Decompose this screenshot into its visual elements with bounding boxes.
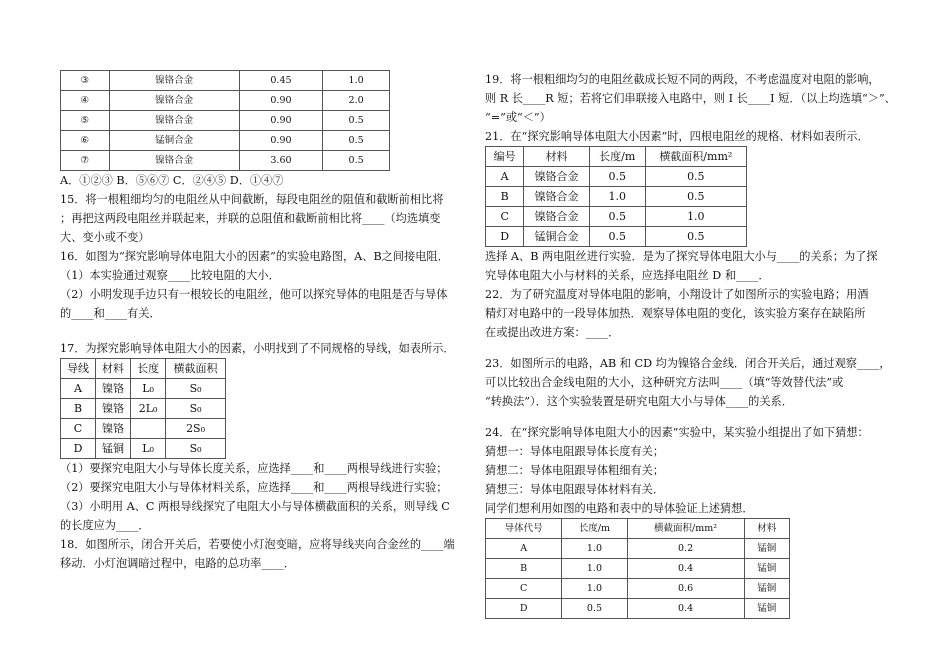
q18-line: 18．如图所示，闭合开关后，若要使小灯泡变暗，应将导线夹向合金丝的____端 <box>60 538 455 551</box>
table-cell: 镍铬合金 <box>524 207 590 227</box>
table-cell: B <box>486 187 524 207</box>
table-cell: 锰铜 <box>744 539 789 559</box>
q21-line: 究导体电阻大小与材料的关系，应选择电阻丝 D 和____． <box>485 269 770 282</box>
table-row <box>61 439 226 459</box>
table-header-row <box>61 359 226 379</box>
q17-line: （2）要探究电阻大小与导体材料关系，应选择____和____两根导线进行实验； <box>60 481 448 494</box>
q14-options: A．①②③ B．⑤⑥⑦ C．②④⑤ D．①④⑦ <box>60 174 284 187</box>
table-cell: 0.5 <box>645 187 746 207</box>
table-cell: 0.4 <box>627 559 744 579</box>
table-cell: S₀ <box>166 399 226 419</box>
table-header-cell: 长度/m <box>562 519 627 539</box>
table-row <box>486 187 747 207</box>
table-header-cell: 材料 <box>524 147 590 167</box>
table-cell: 镍铬合金 <box>524 187 590 207</box>
q17-line: 17．为探究影响导体电阻大小的因素，小明找到了不同规格的导线，如表所示． <box>60 342 455 355</box>
table-cell: L₀ <box>131 379 166 399</box>
table-cell: D <box>486 599 562 619</box>
table-cell: 1.0 <box>645 207 746 227</box>
table-row <box>61 71 390 91</box>
table-cell: 锰铜 <box>744 559 789 579</box>
table-cell: 镍铬合金 <box>109 111 239 131</box>
table-row <box>61 131 390 151</box>
table-cell: B <box>61 399 96 419</box>
table-header-cell: 横截面积 <box>166 359 226 379</box>
table-cell: 0.5 <box>323 111 390 131</box>
table-cell: 0.4 <box>627 599 744 619</box>
table-cell: D <box>486 227 524 247</box>
q15-line: 15．将一根粗细均匀的电阻丝从中间截断，每段电阻丝的阻值和截断前相比将 <box>60 193 444 206</box>
table-cell: B <box>486 559 562 579</box>
table-cell: A <box>486 539 562 559</box>
table-cell: 镍铬合金 <box>109 71 239 91</box>
q24-line: 24．在“探究影响导体电阻大小的因素”实验中，某实验小组提出了如下猜想： <box>485 426 869 439</box>
table-header-cell: 材料 <box>96 359 131 379</box>
table-cell: 0.5 <box>645 167 746 187</box>
q21-table <box>485 146 747 247</box>
table-cell: 0.2 <box>627 539 744 559</box>
table-cell: 0.5 <box>562 599 627 619</box>
q15-line: 大、变小或不变） <box>60 231 150 244</box>
table-cell: 0.5 <box>589 207 645 227</box>
table-cell: 镍铬合金 <box>109 151 239 171</box>
table-cell: A <box>486 167 524 187</box>
table-cell: ⑤ <box>61 111 110 131</box>
table-cell: ⑦ <box>61 151 110 171</box>
table-row <box>61 151 390 171</box>
table-cell: C <box>486 207 524 227</box>
q22-line: 在或提出改进方案：____． <box>485 326 620 339</box>
table-cell: 0.5 <box>645 227 746 247</box>
q17-line: （3）小明用 A、C 两根导线探究了电阻大小与导体横截面积的关系，则导线 C <box>60 500 450 513</box>
right-column <box>485 70 900 619</box>
table-cell: A <box>61 379 96 399</box>
table-cell: ④ <box>61 91 110 111</box>
q24-table <box>485 518 790 619</box>
table-cell: 镍铬 <box>96 419 131 439</box>
q21-line: 选择 A、B 两电阻丝进行实验．是为了探究导体电阻大小与____的关系；为了探 <box>485 250 878 263</box>
q18-line: 移动．小灯泡调暗过程中，电路的总功率____． <box>60 557 295 570</box>
table-cell: 1.0 <box>589 187 645 207</box>
q17-line: 的长度应为____． <box>60 519 150 532</box>
table-cell: 镍铬 <box>96 399 131 419</box>
table-row <box>486 539 790 559</box>
table-header-cell: 编号 <box>486 147 524 167</box>
table-cell: 2S₀ <box>166 419 226 439</box>
table-cell <box>131 419 166 439</box>
table-row <box>486 167 747 187</box>
table-row <box>486 207 747 227</box>
table-row <box>61 379 226 399</box>
table-cell: 锰铜 <box>96 439 131 459</box>
table-header-cell: 横截面积/mm² <box>627 519 744 539</box>
table-header-cell: 长度/m <box>589 147 645 167</box>
table-cell: S₀ <box>166 439 226 459</box>
q15-line: ；再把这两段电阻丝并联起来，并联的总阻值和截断前相比将____（均选填变 <box>60 212 441 225</box>
table-header-cell: 材料 <box>744 519 789 539</box>
table-row <box>61 399 226 419</box>
q22-line: 22．为了研究温度对导体电阻的影响，小翔设计了如图所示的实验电路；用酒 <box>485 288 869 301</box>
table-cell: 0.90 <box>239 91 323 111</box>
q16-line: （2）小明发现手边只有一根较长的电阻丝，他可以探究导体的电阻是否与导体 <box>60 288 448 301</box>
table-cell: 0.45 <box>239 71 323 91</box>
table-cell: 0.5 <box>589 227 645 247</box>
table-cell: 1.0 <box>562 539 627 559</box>
table-row <box>61 111 390 131</box>
q19-line: 19．将一根粗细均匀的电阻丝截成长短不同的两段，不考虑温度对电阻的影响， <box>485 73 880 86</box>
q21-line: 21．在“探究影响导体电阻大小因素”时，四根电阻丝的规格、材料如表所示． <box>485 130 869 143</box>
table-row <box>486 227 747 247</box>
q16-line: 16．如图为“探究影响导体电阻大小的因素”的实验电路图，A、B之间接电阻． <box>60 250 449 263</box>
top-table <box>60 70 390 171</box>
table-cell: D <box>61 439 96 459</box>
q17-table <box>60 358 226 459</box>
table-cell: C <box>486 579 562 599</box>
q17-line: （1）要探究电阻大小与导体长度关系，应选择____和____两根导线进行实验； <box>60 462 448 475</box>
table-cell: 锰铜合金 <box>524 227 590 247</box>
table-cell: 镍铬 <box>96 379 131 399</box>
table-cell: 0.5 <box>589 167 645 187</box>
table-cell: L₀ <box>131 439 166 459</box>
table-header-cell: 导线 <box>61 359 96 379</box>
table-cell: 3.60 <box>239 151 323 171</box>
left-column <box>60 70 480 573</box>
q23-line: “转换法”）．这个实验装置是研究电阻大小与导体____的关系． <box>485 395 793 408</box>
table-row <box>61 419 226 439</box>
table-cell: 锰铜 <box>744 599 789 619</box>
table-cell: 2L₀ <box>131 399 166 419</box>
table-cell: 镍铬合金 <box>524 167 590 187</box>
table-cell: 锰铜 <box>744 579 789 599</box>
top-table-body <box>61 71 390 171</box>
q16-line: （1）本实验通过观察____比较电阻的大小． <box>60 269 280 282</box>
table-header-row <box>486 519 790 539</box>
table-cell: 2.0 <box>323 91 390 111</box>
table-cell: 镍铬合金 <box>109 91 239 111</box>
table-row <box>486 559 790 579</box>
table-header-cell: 横截面积/mm² <box>645 147 746 167</box>
table-cell: S₀ <box>166 379 226 399</box>
table-row <box>486 599 790 619</box>
q24-line: 猜想三：导体电阻跟导体材料有关． <box>485 483 665 496</box>
table-cell: C <box>61 419 96 439</box>
table-cell: 0.90 <box>239 111 323 131</box>
table-cell: 1.0 <box>562 559 627 579</box>
table-header-row <box>486 147 747 167</box>
q16-line: 的____和____有关． <box>60 307 161 320</box>
table-header-cell: 导体代号 <box>486 519 562 539</box>
table-header-cell: 长度 <box>131 359 166 379</box>
q24-line: 猜想二：导体电阻跟导体粗细有关； <box>485 464 665 477</box>
table-cell: 锰铜合金 <box>109 131 239 151</box>
q23-line: 可以比较出合金线电阻的大小，这种研究方法叫____（填“等效替代法”或 <box>485 376 844 389</box>
q24-line: 同学们想利用如图的电路和表中的导体验证上述猜想． <box>485 502 754 515</box>
table-cell: 0.6 <box>627 579 744 599</box>
table-cell: 1.0 <box>323 71 390 91</box>
table-cell: 1.0 <box>562 579 627 599</box>
table-row <box>61 91 390 111</box>
table-cell: ⑥ <box>61 131 110 151</box>
table-row <box>486 579 790 599</box>
q19-line: 则 R 长____R 短；若将它们串联接入电路中，则 I 长____I 短．（以上均选填“＞”、 <box>485 92 896 105</box>
q23-line: 23．如图所示的电路，AB 和 CD 均为镍铬合金线．闭合开关后，通过观察____， <box>485 357 891 370</box>
q22-line: 精灯对电路中的一段导体加热．观察导体电阻的变化，该实验方案存在缺陷所 <box>485 307 866 320</box>
table-cell: 0.90 <box>239 131 323 151</box>
table-cell: 0.5 <box>323 131 390 151</box>
q19-line: “=”或“＜”） <box>485 111 551 124</box>
q24-line: 猜想一：导体电阻跟导体长度有关； <box>485 445 665 458</box>
table-cell: ③ <box>61 71 110 91</box>
table-cell: 0.5 <box>323 151 390 171</box>
